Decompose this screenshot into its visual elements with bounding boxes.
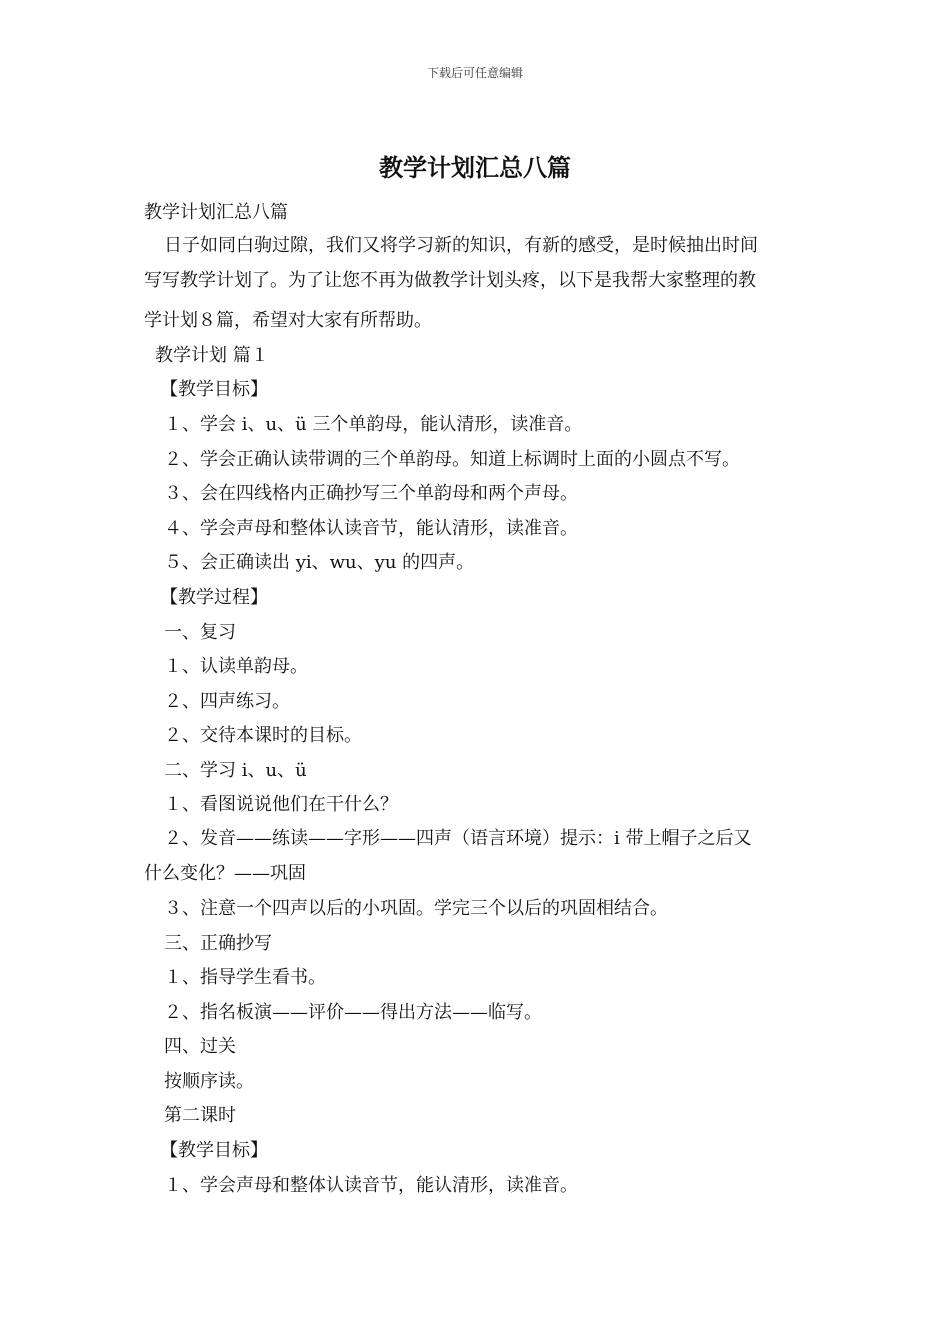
goal-item: ２、学会正确认读带调的三个单韵母。知道上标调时上面的小圆点不写。 bbox=[164, 449, 740, 470]
intro-line-2: 写写教学计划了。为了让您不再为做教学计划头疼，以下是我帮大家整理的教 bbox=[144, 270, 756, 291]
process-item: ２、指名板演——评价——得出方法——临写。 bbox=[164, 1002, 542, 1023]
process-step: 三、正确抄写 bbox=[164, 933, 272, 954]
section-heading-1: 教学计划 篇１ bbox=[155, 345, 269, 366]
process-item: ３、注意一个四声以后的小巩固。学完三个以后的巩固相结合。 bbox=[164, 898, 668, 919]
heading-teaching-process: 【教学过程】 bbox=[160, 587, 268, 608]
subtitle-line: 教学计划汇总八篇 bbox=[144, 202, 288, 223]
process-item: ２、四声练习。 bbox=[164, 691, 290, 712]
intro-line-1: 日子如同白驹过隙，我们又将学习新的知识，有新的感受，是时候抽出时间 bbox=[164, 235, 758, 256]
heading-teaching-goals: 【教学目标】 bbox=[160, 1140, 268, 1161]
document-title: 教学计划汇总八篇 bbox=[379, 153, 571, 182]
intro-line-3: 学计划８篇，希望对大家有所帮助。 bbox=[144, 310, 432, 331]
process-item: 按顺序读。 bbox=[164, 1071, 254, 1092]
process-item: １、看图说说他们在干什么？ bbox=[164, 794, 398, 815]
goal-item: ３、会在四线格内正确抄写三个单韵母和两个声母。 bbox=[164, 483, 578, 504]
goal-item: ５、会正确读出 yi、wu、yu 的四声。 bbox=[164, 552, 475, 573]
process-step: 一、复习 bbox=[164, 622, 236, 643]
process-item: ２、发音——练读——字形——四声（语言环境）提示：i 带上帽子之后又 bbox=[164, 828, 752, 849]
lesson-heading: 第二课时 bbox=[164, 1105, 236, 1126]
goal-item: ４、学会声母和整体认读音节，能认清形，读准音。 bbox=[164, 518, 578, 539]
process-item: ２、交待本课时的目标。 bbox=[164, 725, 362, 746]
process-step: 二、学习 i、u、ü bbox=[164, 760, 307, 781]
process-item: １、认读单韵母。 bbox=[164, 656, 308, 677]
goal-item: １、学会 i、u、ü 三个单韵母，能认清形，读准音。 bbox=[164, 414, 583, 435]
heading-teaching-goals: 【教学目标】 bbox=[160, 379, 268, 400]
process-item: １、指导学生看书。 bbox=[164, 967, 326, 988]
process-step: 四、过关 bbox=[164, 1036, 236, 1057]
page-header-note: 下载后可任意编辑 bbox=[426, 66, 523, 80]
goal-item: １、学会声母和整体认读音节，能认清形，读准音。 bbox=[164, 1175, 578, 1196]
process-item-continuation: 什么变化？——巩固 bbox=[144, 863, 306, 884]
